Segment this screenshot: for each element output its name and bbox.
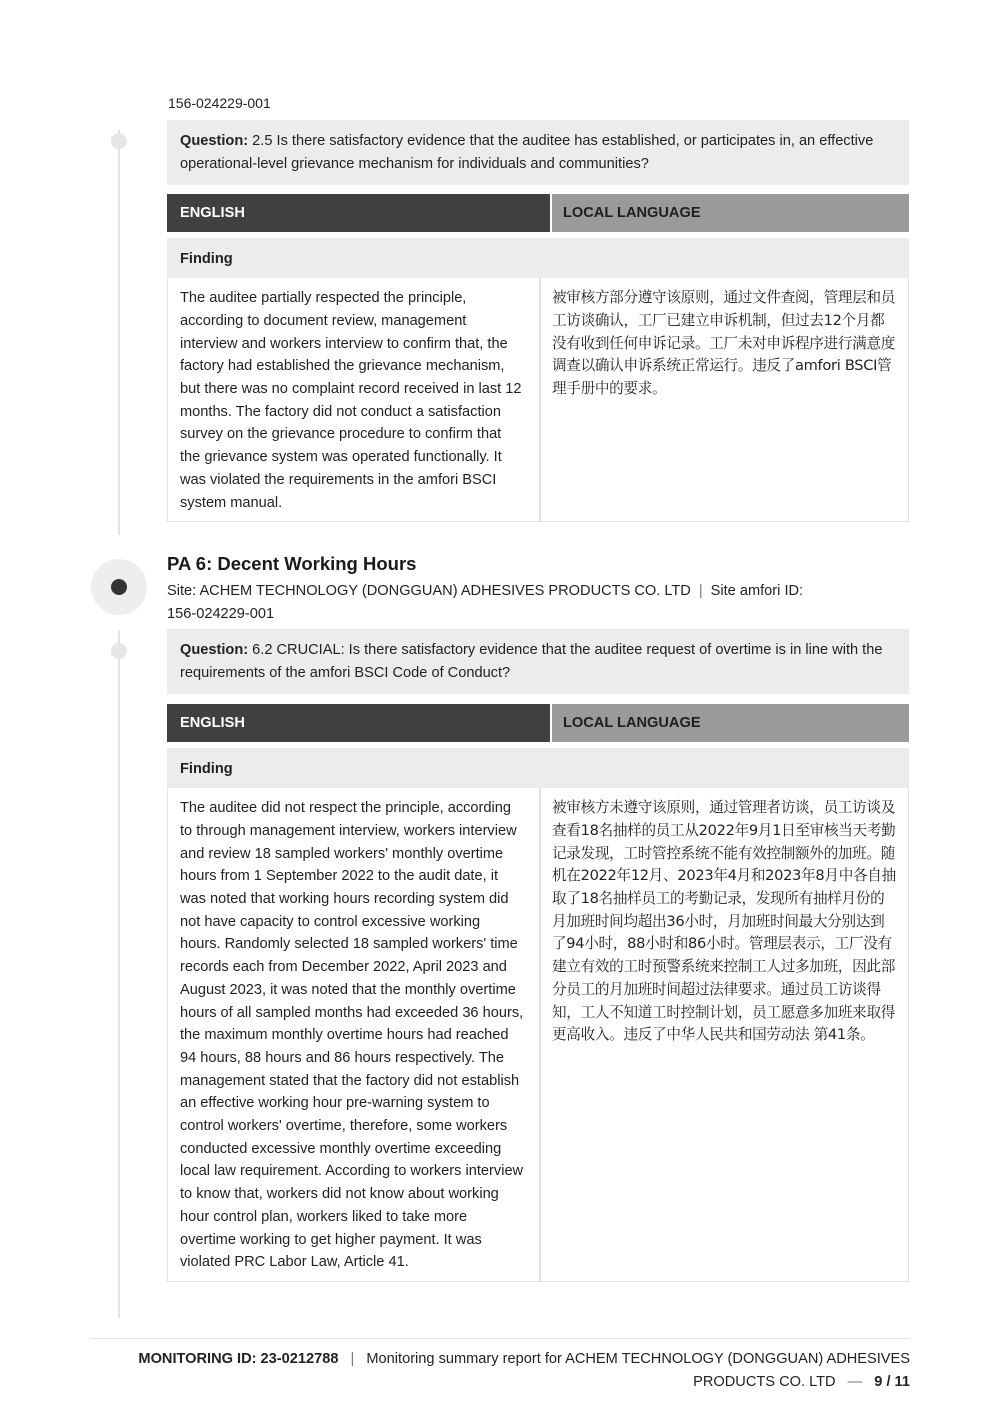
footer-divider <box>90 1338 910 1339</box>
section-title: PA 6: Decent Working Hours <box>167 553 417 574</box>
question-text: 2.5 Is there satisfactory evidence that the auditee has established, or participates in, an effective operational-level grievance mechanism for individuals and communities? <box>180 133 874 172</box>
site-id-continued: 156-024229-001 <box>168 95 271 111</box>
question-box <box>167 120 909 185</box>
timeline-line-bottom <box>118 630 120 1318</box>
question-block-6-2 <box>167 629 909 1282</box>
page-number: 9 / 11 <box>874 1374 910 1390</box>
finding-cells <box>167 278 909 522</box>
monitoring-id: MONITORING ID: 23-0212788 <box>138 1351 339 1367</box>
header-english: ENGLISH <box>167 194 550 232</box>
site-id: 156-024229-001 <box>167 605 275 622</box>
finding-local-text: 被审核方部分遵守该原则，通过文件查阅，管理层和员工访谈确认，工厂已建立申诉机制，但过去12个月都没有收到任何申诉记录。工厂未对申诉程序进行满意度调查以确认申诉系统正常运行。违反了amfori BSCI管理手册中的要求。 <box>552 289 896 397</box>
header-local-language: LOCAL LANGUAGE <box>552 194 909 232</box>
timeline-line-top <box>118 130 120 535</box>
page-footer <box>100 1348 910 1394</box>
question-label: Question: <box>180 133 249 149</box>
section-marker-icon <box>91 559 147 615</box>
site-id-label: Site amfori ID: <box>710 583 804 599</box>
question-text: 6.2 CRUCIAL: Is there satisfactory evidence that the auditee request of overtime is in line with the requirements of the amfori BSCI Code of Conduct? <box>180 642 883 681</box>
finding-english-text: The auditee did not respect the principle, according to through management interview, workers interview and review 18 sampled workers' monthly overtime hours from 1 September 2022 to the audit date, it was noted that working hours recording system did not have capacity to control excessive working hours. Randomly selected 18 sampled workers' time records each from December 2022, April 2023 and August 2023, it was noted that the monthly overtime hours of all sampled months had exceeded 36 hours, the maximum monthly overtime hours had reached 94 hours, 88 hours and 86 hours respectively. The management stated that the factory did not establish an effective working hour pre-warning system to control workers' overtime, therefore, some workers conducted excessive monthly overtime exceeding local law requirement. According to workers interview to know that, workers did not know about working hour control plan, workers liked to take more overtime working to get higher payment. It was violated PRC Labor Law, Article 41. <box>168 788 541 1281</box>
finding-label: Finding <box>167 748 909 788</box>
question-block-2-5 <box>167 120 909 522</box>
language-header <box>167 704 909 742</box>
question-label: Question: <box>180 642 249 658</box>
timeline-dot-bottom <box>111 643 127 659</box>
finding-cells <box>167 788 909 1282</box>
header-local-language: LOCAL LANGUAGE <box>552 704 909 742</box>
site-separator: | <box>698 583 703 599</box>
section-marker-dot <box>111 579 127 595</box>
question-box <box>167 629 909 694</box>
footer-dash: — <box>847 1374 863 1390</box>
finding-local-text: 被审核方未遵守该原则，通过管理者访谈，员工访谈及查看18名抽样的员工从2022年9月1日至审核当天考勤记录发现，工时管控系统不能有效控制额外的加班。随机在2022年12月、2023年4月和2023年8月中各自抽取了18名抽样员工的考勤记录，发现所有抽样月份的月加班时间均超出36小时，月加班时间最大分别达到了94小时，88小时和86小时。管理层表示，工厂没有建立有效的工时预警系统来控制工人过多加班，因此部分员工的月加班时间超过法律要求。通过员工访谈得知，工人不知道工时控制计划，员工愿意多加班来取得更高收入。违反了中华人民共和国劳动法 第41条。 <box>552 799 896 1044</box>
site-name: Site: ACHEM TECHNOLOGY (DONGGUAN) ADHESIVES PRODUCTS CO. LTD <box>167 583 691 599</box>
report-title: Monitoring summary report for ACHEM TECHNOLOGY (DONGGUAN) ADHESIVES PRODUCTS CO. LTD <box>366 1351 910 1390</box>
footer-separator: | <box>350 1351 355 1367</box>
finding-english-text: The auditee partially respected the principle, according to document review, management interview and workers interview to confirm that, the factory had established the grievance mechanism, but there was no complaint record received in last 12 months. The factory did not conduct a satisfaction survey on the grievance procedure to confirm that the grievance system was operated functionally. It was violated the requirements in the amfori BSCI system manual. <box>168 278 541 521</box>
finding-label: Finding <box>167 238 909 278</box>
timeline-dot-top <box>111 133 127 149</box>
header-english: ENGLISH <box>167 704 550 742</box>
section-site-info <box>167 580 867 625</box>
language-header <box>167 194 909 232</box>
